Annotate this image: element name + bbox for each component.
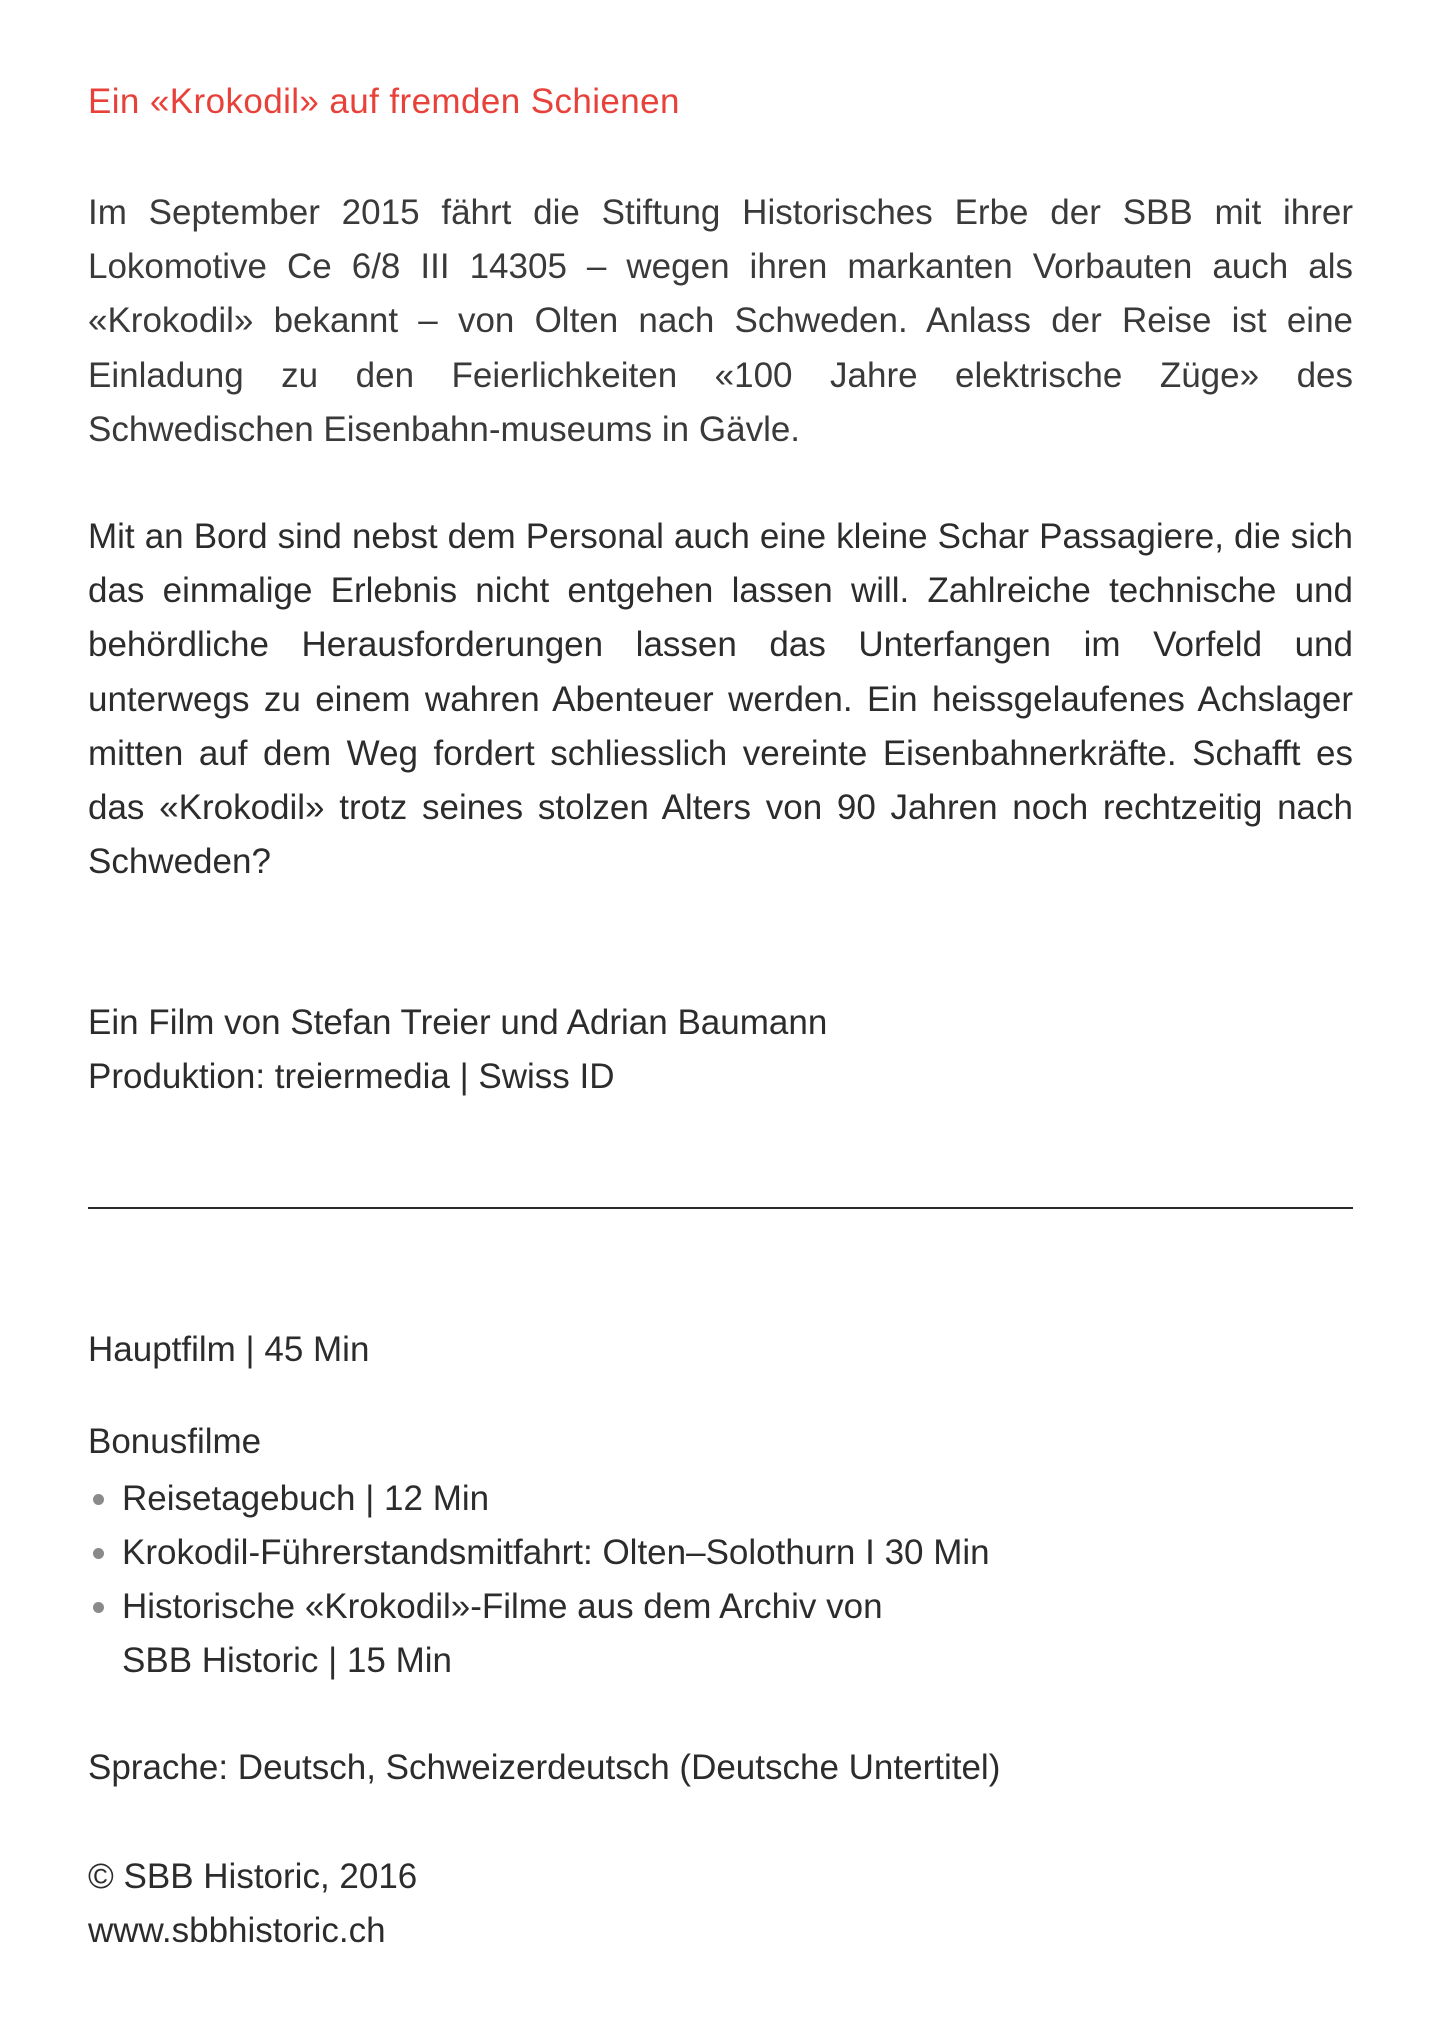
bonus-item-text: Historische «Krokodil»-Filme aus dem Archiv von bbox=[122, 1587, 883, 1626]
bonus-item-cab-ride bbox=[88, 1526, 990, 1580]
credits bbox=[88, 996, 827, 1104]
story-paragraph: Mit an Bord sind nebst dem Personal auch eine kleine Schar Passagiere, die sich das einmalige Erlebnis nicht entgehen lassen will. Zahlreiche technische und behördliche Herausforderungen lassen das Unterfangen im Vorfeld und unterwegs zu einem wahren Abenteuer werden. Ein heissgelaufenes Achslager mitten auf dem Weg fordert schliesslich vereinte Eisenbahnerkräfte. Schafft es das «Krokodil» trotz seines stolzen Alters von 90 Jahren noch rechtzeitig nach Schweden? bbox=[88, 517, 1353, 882]
bonus-item-text-continued: SBB Historic | 15 Min bbox=[122, 1641, 453, 1680]
website-link[interactable]: www.sbbhistoric.ch bbox=[88, 1911, 386, 1950]
bullet-icon bbox=[93, 1494, 104, 1505]
bonus-item-text: Krokodil-Führerstandsmitfahrt: Olten–Solothurn I 30 Min bbox=[122, 1533, 990, 1572]
bonus-heading: Bonusfilme bbox=[88, 1422, 262, 1461]
bonus-item-text: Reisetagebuch | 12 Min bbox=[122, 1479, 490, 1518]
bullet-icon bbox=[93, 1602, 104, 1613]
main-film-duration: Hauptfilm | 45 Min bbox=[88, 1330, 370, 1369]
bonus-item-historic-films bbox=[88, 1580, 990, 1688]
bonus-list bbox=[88, 1472, 990, 1688]
intro-paragraph: Im September 2015 fährt die Stiftung Historisches Erbe der SBB mit ihrer Lokomotive Ce 6/8 III 14305 – wegen ihren markanten Vorbauten auch als «Krokodil» bekannt – von Olten nach Schweden. Anlass der Reise ist eine Einladung zu den Feierlichkeiten «100 Jahre elektrische Züge» des Schwedischen Eisenbahn-museums in Gävle. bbox=[88, 193, 1353, 449]
bullet-icon bbox=[93, 1548, 104, 1559]
footer bbox=[88, 1850, 417, 1958]
film-by-line: Ein Film von Stefan Treier und Adrian Baumann bbox=[88, 1003, 828, 1042]
divider-rule bbox=[88, 1207, 1353, 1209]
language-info: Sprache: Deutsch, Schweizerdeutsch (Deutsche Untertitel) bbox=[88, 1748, 1001, 1787]
bonus-item-travel-diary bbox=[88, 1472, 990, 1526]
production-line: Produktion: treiermedia | Swiss ID bbox=[88, 1057, 615, 1096]
copyright: © SBB Historic, 2016 bbox=[88, 1857, 418, 1896]
page-title: Ein «Krokodil» auf fremden Schienen bbox=[88, 82, 680, 121]
